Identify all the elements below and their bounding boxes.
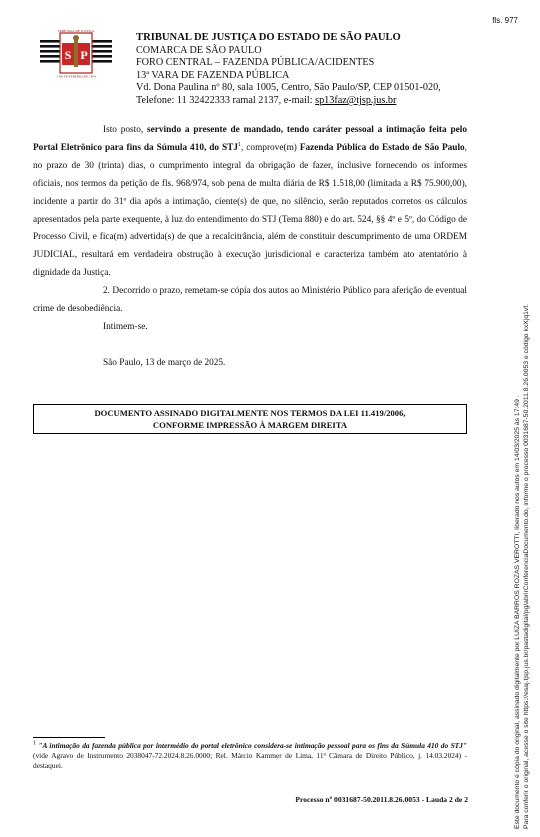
footnote-ref: 1: [238, 141, 242, 148]
comarca: COMARCA DE SÃO PAULO: [136, 44, 262, 56]
court-logo: [40, 29, 112, 79]
vara: 13ª VARA DE FAZENDA PÚBLICA: [136, 69, 290, 81]
svg-text:S: S: [64, 48, 72, 62]
signature-line-1: DOCUMENTO ASSINADO DIGITALMENTE NOS TERMOS DA LEI 11.419/2006,: [94, 408, 406, 418]
svg-text:P: P: [80, 48, 88, 62]
court-name: TRIBUNAL DE JUSTIÇA DO ESTADO DE SÃO PAULO: [136, 32, 401, 43]
email-link[interactable]: sp13faz@tjsp.jus.br: [315, 94, 397, 106]
footnote: [33, 741, 467, 772]
paragraph-2: 2. Decorrido o prazo, remetam-se cópia dos autos ao Ministério Público para aferição de eventual crime de desobediência.: [33, 286, 467, 315]
footnote-separator: [33, 737, 105, 738]
p1-intro: Isto posto,: [103, 125, 147, 135]
svg-text:TRIBUNAL DE JUSTIÇA: TRIBUNAL DE JUSTIÇA: [57, 29, 95, 33]
p1-party: Fazenda Pública do Estado de São Paulo: [299, 142, 465, 153]
signature-notice: [33, 404, 467, 434]
address: Vd. Dona Paulina nº 80, sala 1005, Centro, São Paulo/SP, CEP 01501-020,: [136, 82, 441, 94]
letterhead: [136, 32, 476, 108]
date-line: São Paulo, 13 de março de 2025.: [103, 357, 226, 368]
p1-text: , comprove(m): [241, 142, 300, 153]
signature-line-2: CONFORME IMPRESSÃO À MARGEM DIREITA: [152, 419, 348, 430]
svg-text:1 DE FEVEREIRO DE 1874: 1 DE FEVEREIRO DE 1874: [56, 74, 96, 79]
footnote-citation: (vide Agravo de Instrumento 2038047-72.2024.8.26.0000; Rel. Márcio Kammer de Lima, 11ª Câmara de Direito Público, j. 14.03.2024) - destaquei.: [33, 751, 467, 771]
paragraph-1: [33, 122, 467, 283]
p1-rest: , no prazo de 30 (trinta) dias, o cumprimento integral da obrigação de fazer, inclusive fornecendo os informes oficiais, nos termos da petição de fls. 968/974, sob pena de multa diária de R$ 1.518,00 (limitada a R$ 75.900,00), incidente a partir do 31º dia após a intimação, ciente(s) de que, no silêncio, serão reputados corretos os cálculos apresentados pela parte exequente, à luz do entendimento do STJ (Tema 880) e do art. 524, §§ 4º e 5º, do Código de Processo Civil, e fica(m) advertida(s) de que a recalcitrância, além de constituir descumprimento de uma ORDEM JUDICIAL, resultará em verdadeira obstrução à execução jurisdicional e caracteriza também ato atentatório à dignidade da Justiça.: [33, 142, 467, 279]
footnote-quote: "A intimação da fazenda pública por intermédio do portal eletrônico considera-se intimação pessoal para os fins da Súmula 410 do STJ": [36, 741, 467, 750]
margin-line-2: Para conferir o original, acesse o site https://esaj.tjsp.jus.br/pastadigital/pg/abrirConferenciaDocumento.do, informe o processo 0031687-50.2011.8.26.0053 e código kxXjq1vf.: [523, 303, 530, 829]
margin-authentication: [513, 29, 531, 829]
decision-body: [33, 122, 467, 373]
contact-line: [136, 95, 476, 108]
page-reference: fls. 977: [492, 16, 518, 25]
foro: FORO CENTRAL – FAZENDA PÚBLICA/ACIDENTES: [136, 57, 375, 69]
margin-line-1: Este documento é cópia do original, assinado digitalmente por LUIZA BARROS ROZAS VEROTTI, liberado nos autos em 14/03/2025 às 17:49 .: [514, 395, 521, 829]
paragraph-3: Intimem-se.: [103, 321, 148, 332]
footnote-number: 1: [33, 740, 36, 747]
p1-bold: servindo a presente de mandado, tendo caráter pessoal a intimação feita pelo Portal Eletrônico para fins da Súmula 410, do STJ: [33, 125, 467, 153]
page-footer: Processo nº 0031687-50.2011.8.26.0053 - Lauda 2 de 2: [295, 795, 468, 804]
phone: Telefone: 11 32422333 ramal 2137, e-mail:: [136, 94, 316, 106]
